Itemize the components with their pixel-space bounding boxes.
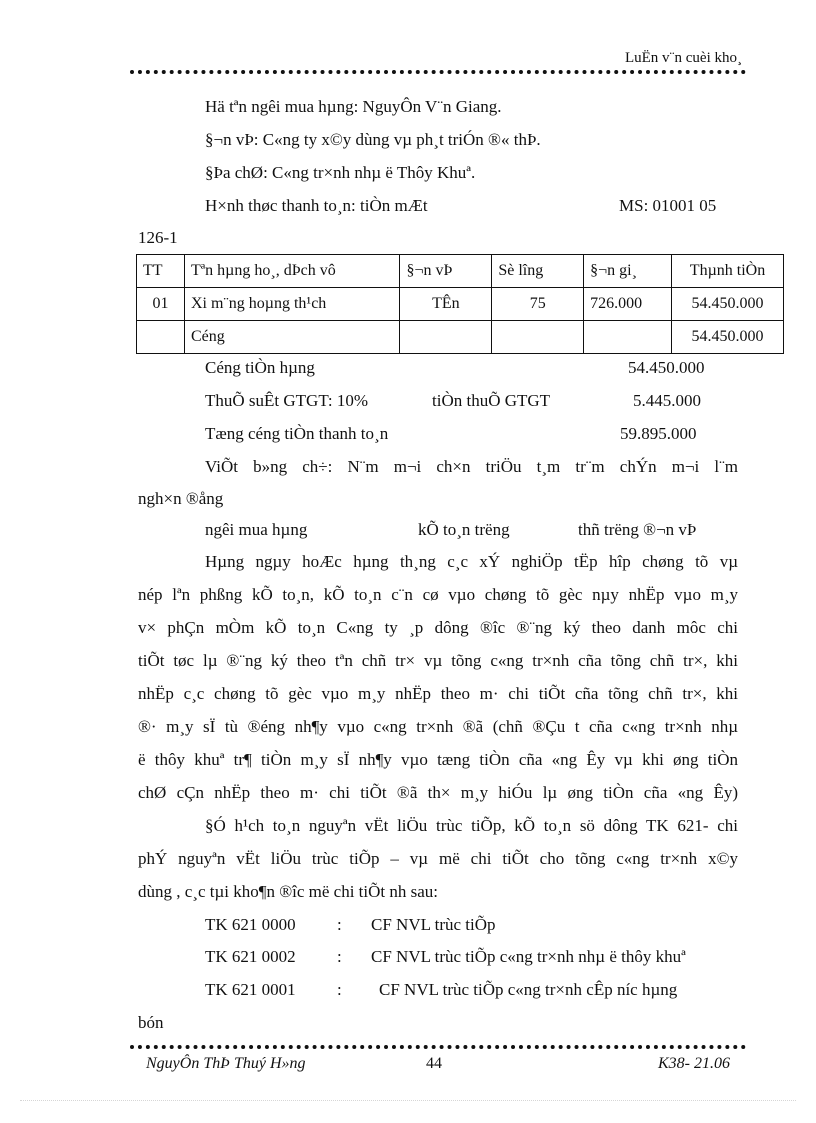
account-description: CF NVL trùc tiÕp c«ng tr×nh cÊp níc hµng bbox=[379, 980, 678, 999]
invoice-table bbox=[136, 254, 784, 354]
table-cell: 726.000 bbox=[584, 288, 672, 321]
vat-label: tiÒn thuÕ GTGT bbox=[432, 391, 551, 410]
ms-code: MS: 01001 05 bbox=[619, 196, 717, 215]
total-label: Tæng céng tiÒn thanh to¸n bbox=[205, 424, 389, 443]
vat-value: 5.445.000 bbox=[633, 391, 701, 410]
subtotal-value: 54.450.000 bbox=[628, 358, 705, 377]
footer-divider bbox=[130, 1045, 746, 1049]
table-cell bbox=[492, 321, 584, 354]
header-cell: Tªn hµng ho¸, dÞch vô bbox=[184, 255, 400, 288]
page-edge bbox=[20, 1100, 796, 1101]
header-cell: Thµnh tiÒn bbox=[672, 255, 784, 288]
account-code: TK 621 0002 bbox=[205, 947, 296, 966]
table-cell bbox=[400, 321, 492, 354]
buyer-line: Hä tªn ngêi mua hµng: NguyÔn V¨n Giang. bbox=[205, 97, 502, 116]
total-value: 59.895.000 bbox=[620, 424, 697, 443]
table-cell: Xi m¨ng hoµng th¹ch bbox=[184, 288, 400, 321]
paragraph-line: nhËp c¸c chøng tõ gèc vµo m¸y nhËp theo m· chi tiÕt cña tõng chñ tr×, khi bbox=[138, 684, 738, 703]
account-description: CF NVL trùc tiÕp c«ng tr×nh nhµ ë thôy khuª bbox=[371, 947, 686, 966]
vat-rate: ThuÕ suÊt GTGT: 10% bbox=[205, 391, 368, 410]
header-divider bbox=[130, 70, 746, 74]
paragraph-line: §Ó h¹ch to¸n nguyªn vËt liÖu trùc tiÕp, kÕ to¸n sö dông TK 621- chi bbox=[205, 816, 738, 835]
table-cell: TÊn bbox=[400, 288, 492, 321]
signature-accountant: kÕ to¸n trëng bbox=[418, 520, 510, 539]
header-cell: §¬n gi¸ bbox=[584, 255, 672, 288]
account-description-continued: bón bbox=[138, 1013, 164, 1032]
payment-line: H×nh thøc thanh to¸n: tiÒn mÆt bbox=[205, 196, 428, 215]
paragraph-line: ë thôy khuª tr¶ tiÒn m¸y sÏ nh¶y vµo tæng tiÒn cña «ng Êy vµ khi øng tiÒn bbox=[138, 750, 738, 769]
paragraph-line: ®· m¸y sÏ tù ®éng nh¶y vµo c«ng tr×nh ®ã (chñ ®Çu t cña c«ng tr×nh nhµ bbox=[138, 717, 738, 736]
table-header-row bbox=[137, 255, 784, 288]
paragraph-line: phÝ nguyªn vËt liÖu trùc tiÕp – vµ më chi tiÕt cho tõng c«ng tr×nh x©y bbox=[138, 849, 738, 868]
table-cell: 54.450.000 bbox=[672, 321, 784, 354]
account-separator: : bbox=[337, 980, 342, 999]
account-code: TK 621 0001 bbox=[205, 980, 296, 999]
table-cell: 01 bbox=[137, 288, 185, 321]
table-cell: Céng bbox=[184, 321, 400, 354]
signature-head: thñ trëng ®¬n vÞ bbox=[578, 520, 697, 539]
amount-in-words: ViÕt b»ng ch÷: N¨m m¬i ch×n triÖu t¸m tr¨m chÝn m¬i l¨m bbox=[205, 457, 738, 476]
account-code: TK 621 0000 bbox=[205, 915, 296, 934]
running-header: LuËn v¨n cuèi kho¸ bbox=[624, 50, 742, 66]
subtotal-label: Céng tiÒn hµng bbox=[205, 358, 315, 377]
account-description: CF NVL trùc tiÕp bbox=[371, 915, 496, 934]
paragraph-line: dùng , c¸c tµi kho¶n ®îc më chi tiÕt nh sau: bbox=[138, 882, 438, 901]
ms-code-continued: 126-1 bbox=[138, 228, 178, 247]
account-separator: : bbox=[337, 947, 342, 966]
unit-line: §¬n vÞ: C«ng ty x©y dùng vµ ph¸t triÓn ®« thÞ. bbox=[205, 130, 541, 149]
paragraph-line: v× phÇn mÒm kÕ to¸n C«ng ty ¸p dông ®îc ®¨ng ký theo danh môc chi bbox=[138, 618, 738, 637]
paragraph-line: chØ cÇn nhËp theo m· chi tiÕt ®ã th× m¸y hiÓu lµ øng tiÒn cña «ng Êy) bbox=[138, 783, 738, 802]
table-cell bbox=[137, 321, 185, 354]
page-number: 44 bbox=[426, 1055, 442, 1072]
table-row bbox=[137, 321, 784, 354]
footer-class: K38- 21.06 bbox=[658, 1055, 730, 1072]
header-cell: TT bbox=[137, 255, 185, 288]
table-cell: 75 bbox=[492, 288, 584, 321]
header-cell: §¬n vÞ bbox=[400, 255, 492, 288]
paragraph-line: tiÕt tøc lµ ®¨ng ký theo tªn chñ tr× vµ tõng c«ng tr×nh cña tõng chñ tr×, khi bbox=[138, 651, 738, 670]
address-line: §Þa chØ: C«ng tr×nh nhµ ë Thôy Khuª. bbox=[205, 163, 476, 182]
table-cell: 54.450.000 bbox=[672, 288, 784, 321]
table-row bbox=[137, 288, 784, 321]
paragraph-line: nép lªn phßng kÕ to¸n, kÕ to¸n c¨n cø vµo chøng tõ gèc nµy nhËp vµo m¸y bbox=[138, 585, 738, 604]
account-separator: : bbox=[337, 915, 342, 934]
paragraph-line: Hµng ngµy hoÆc hµng th¸ng c¸c xÝ nghiÖp tËp hîp chøng tõ vµ bbox=[205, 552, 738, 571]
table-cell bbox=[584, 321, 672, 354]
header-cell: Sè lîng bbox=[492, 255, 584, 288]
amount-in-words-continued: ngh×n ®ång bbox=[138, 489, 224, 508]
signature-buyer: ngêi mua hµng bbox=[205, 520, 308, 539]
footer-author: NguyÔn ThÞ Thuý H»ng bbox=[146, 1055, 306, 1072]
